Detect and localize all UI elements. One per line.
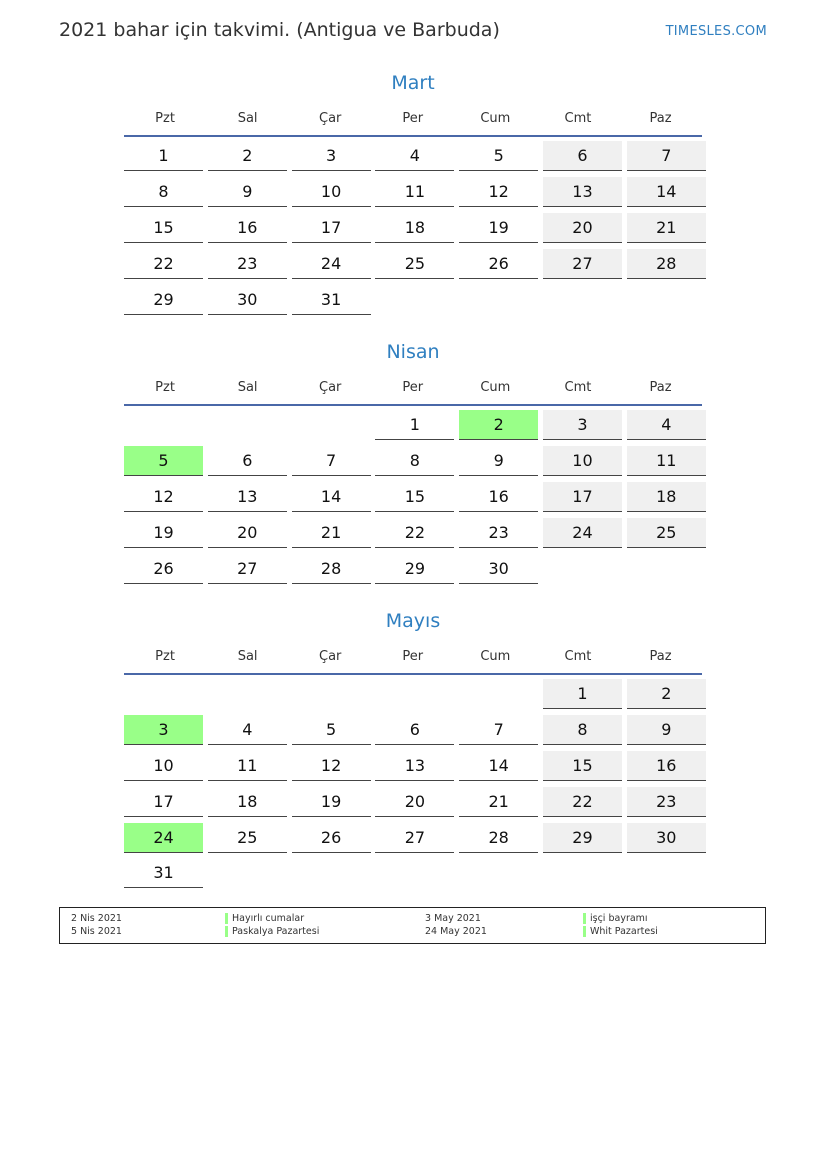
day-cell[interactable]: 19 xyxy=(292,787,371,817)
day-cell[interactable]: 24 xyxy=(292,249,371,279)
holiday-color-swatch xyxy=(583,926,586,937)
day-cell[interactable]: 1 xyxy=(375,410,454,440)
day-cell[interactable]: 25 xyxy=(208,823,287,853)
holiday-legend xyxy=(59,907,766,944)
day-cell[interactable]: 21 xyxy=(292,518,371,548)
day-cell[interactable]: 28 xyxy=(459,823,538,853)
empty-day-cell xyxy=(208,858,287,888)
empty-day-cell xyxy=(375,858,454,888)
month-title: Mayıs xyxy=(385,610,441,632)
day-cell[interactable]: 27 xyxy=(543,249,622,279)
day-cell[interactable]: 18 xyxy=(375,213,454,243)
brand-link[interactable]: TIMESLES.COM xyxy=(665,24,767,39)
day-grid xyxy=(124,410,702,584)
weekday-header-row xyxy=(124,639,702,675)
day-cell[interactable]: 25 xyxy=(375,249,454,279)
day-cell[interactable]: 8 xyxy=(543,715,622,745)
weekday-label: Cmt xyxy=(564,379,592,395)
day-cell[interactable]: 16 xyxy=(627,751,706,781)
day-cell[interactable]: 13 xyxy=(375,751,454,781)
holiday-color-swatch xyxy=(225,926,228,937)
day-cell[interactable]: 8 xyxy=(124,177,203,207)
empty-day-cell xyxy=(375,679,454,709)
weekday-label: Çar xyxy=(319,379,342,395)
day-cell[interactable]: 27 xyxy=(208,554,287,584)
day-cell[interactable]: 20 xyxy=(375,787,454,817)
day-cell[interactable]: 24 xyxy=(543,518,622,548)
weekday-label: Cum xyxy=(480,110,511,126)
day-cell[interactable]: 9 xyxy=(627,715,706,745)
day-cell[interactable]: 30 xyxy=(208,285,287,315)
day-cell[interactable]: 26 xyxy=(292,823,371,853)
day-cell[interactable]: 1 xyxy=(543,679,622,709)
weekday-label: Çar xyxy=(319,648,342,664)
day-cell[interactable]: 29 xyxy=(375,554,454,584)
empty-day-cell xyxy=(208,679,287,709)
day-cell[interactable]: 28 xyxy=(292,554,371,584)
weekday-label: Per xyxy=(402,648,424,664)
weekday-label: Pzt xyxy=(155,110,175,126)
day-cell[interactable]: 2 xyxy=(627,679,706,709)
weekday-label: Cmt xyxy=(564,110,592,126)
legend-holiday-name: Paskalya Pazartesi xyxy=(232,926,320,937)
day-cell[interactable]: 10 xyxy=(124,751,203,781)
day-cell[interactable]: 7 xyxy=(627,141,706,171)
month-title: Nisan xyxy=(386,341,440,363)
day-cell[interactable]: 30 xyxy=(459,554,538,584)
month-block xyxy=(124,338,702,584)
legend-holiday-name: işçi bayramı xyxy=(590,913,648,924)
day-cell[interactable]: 18 xyxy=(208,787,287,817)
day-cell[interactable]: 4 xyxy=(208,715,287,745)
empty-day-cell xyxy=(543,858,622,888)
weekday-label: Çar xyxy=(319,110,342,126)
day-cell[interactable]: 6 xyxy=(208,446,287,476)
legend-date: 24 May 2021 xyxy=(425,926,487,937)
day-cell[interactable]: 6 xyxy=(543,141,622,171)
day-cell[interactable]: 20 xyxy=(208,518,287,548)
legend-date: 2 Nis 2021 xyxy=(71,913,122,924)
day-cell[interactable]: 15 xyxy=(543,751,622,781)
legend-holiday xyxy=(583,926,658,938)
empty-day-cell xyxy=(292,679,371,709)
empty-day-cell xyxy=(124,679,203,709)
weekday-label: Paz xyxy=(649,110,672,126)
day-cell[interactable]: 31 xyxy=(292,285,371,315)
empty-day-cell xyxy=(543,285,622,315)
legend-holiday xyxy=(225,926,319,938)
weekday-label: Per xyxy=(402,379,424,395)
day-cell[interactable]: 19 xyxy=(459,213,538,243)
day-cell[interactable]: 1 xyxy=(124,141,203,171)
day-cell[interactable]: 11 xyxy=(208,751,287,781)
day-cell[interactable]: 11 xyxy=(375,177,454,207)
day-cell[interactable]: 20 xyxy=(543,213,622,243)
day-cell[interactable]: 21 xyxy=(459,787,538,817)
day-cell[interactable]: 21 xyxy=(627,213,706,243)
day-cell[interactable]: 10 xyxy=(543,446,622,476)
day-cell[interactable]: 2 xyxy=(208,141,287,171)
empty-day-cell xyxy=(375,285,454,315)
weekday-header-row xyxy=(124,370,702,406)
day-cell[interactable]: 6 xyxy=(375,715,454,745)
day-cell[interactable]: 4 xyxy=(627,410,706,440)
day-cell[interactable]: 9 xyxy=(459,446,538,476)
empty-day-cell xyxy=(627,554,706,584)
day-cell[interactable]: 15 xyxy=(375,482,454,512)
day-cell[interactable]: 22 xyxy=(543,787,622,817)
day-cell[interactable]: 9 xyxy=(208,177,287,207)
weekday-label: Per xyxy=(402,110,424,126)
day-cell[interactable]: 3 xyxy=(292,141,371,171)
empty-day-cell xyxy=(627,285,706,315)
day-grid xyxy=(124,679,702,888)
weekday-label: Paz xyxy=(649,648,672,664)
day-cell[interactable]: 16 xyxy=(208,213,287,243)
day-cell[interactable]: 7 xyxy=(292,446,371,476)
day-cell[interactable]: 5 xyxy=(292,715,371,745)
empty-day-cell xyxy=(543,554,622,584)
weekday-label: Sal xyxy=(237,110,258,126)
empty-day-cell xyxy=(627,858,706,888)
day-cell[interactable]: 23 xyxy=(627,787,706,817)
holiday-color-swatch xyxy=(583,913,586,924)
day-cell[interactable]: 5 xyxy=(459,141,538,171)
day-cell[interactable]: 13 xyxy=(543,177,622,207)
legend-holiday-name: Whit Pazartesi xyxy=(590,926,658,937)
page-title: 2021 bahar için takvimi. (Antigua ve Barbuda) xyxy=(59,19,500,41)
empty-day-cell xyxy=(459,679,538,709)
weekday-label: Sal xyxy=(237,648,258,664)
day-cell[interactable]: 27 xyxy=(375,823,454,853)
day-cell[interactable]: 28 xyxy=(627,249,706,279)
day-cell[interactable]: 17 xyxy=(124,787,203,817)
day-cell[interactable]: 23 xyxy=(208,249,287,279)
holiday-day-cell[interactable]: 24 xyxy=(124,823,203,853)
day-cell[interactable]: 17 xyxy=(543,482,622,512)
weekday-label: Pzt xyxy=(155,379,175,395)
weekday-label: Cum xyxy=(480,379,511,395)
day-cell[interactable]: 11 xyxy=(627,446,706,476)
day-cell[interactable]: 16 xyxy=(459,482,538,512)
day-cell[interactable]: 14 xyxy=(627,177,706,207)
day-cell[interactable]: 29 xyxy=(543,823,622,853)
month-block xyxy=(124,69,702,315)
day-cell[interactable]: 26 xyxy=(459,249,538,279)
month-title: Mart xyxy=(391,72,435,94)
day-cell[interactable]: 22 xyxy=(124,249,203,279)
day-cell[interactable]: 18 xyxy=(627,482,706,512)
month-block xyxy=(124,607,702,888)
day-cell[interactable]: 29 xyxy=(124,285,203,315)
day-cell[interactable]: 10 xyxy=(292,177,371,207)
weekday-label: Cum xyxy=(480,648,511,664)
weekday-label: Pzt xyxy=(155,648,175,664)
day-cell[interactable]: 17 xyxy=(292,213,371,243)
day-cell[interactable]: 19 xyxy=(124,518,203,548)
weekday-header-row xyxy=(124,101,702,137)
empty-day-cell xyxy=(208,410,287,440)
holiday-color-swatch xyxy=(225,913,228,924)
empty-day-cell xyxy=(459,285,538,315)
day-cell[interactable]: 7 xyxy=(459,715,538,745)
day-cell[interactable]: 25 xyxy=(627,518,706,548)
day-cell[interactable]: 3 xyxy=(543,410,622,440)
empty-day-cell xyxy=(292,858,371,888)
weekday-label: Paz xyxy=(649,379,672,395)
holiday-day-cell[interactable]: 2 xyxy=(459,410,538,440)
day-cell[interactable]: 23 xyxy=(459,518,538,548)
holiday-day-cell[interactable]: 3 xyxy=(124,715,203,745)
day-cell[interactable]: 26 xyxy=(124,554,203,584)
legend-holiday-name: Hayırlı cumalar xyxy=(232,913,305,924)
day-cell[interactable]: 22 xyxy=(375,518,454,548)
legend-holiday xyxy=(225,913,304,925)
day-grid xyxy=(124,141,702,315)
day-cell[interactable]: 30 xyxy=(627,823,706,853)
legend-holiday xyxy=(583,913,648,925)
day-cell[interactable]: 14 xyxy=(459,751,538,781)
day-cell[interactable]: 4 xyxy=(375,141,454,171)
empty-day-cell xyxy=(459,858,538,888)
legend-date: 5 Nis 2021 xyxy=(71,926,122,937)
day-cell[interactable]: 12 xyxy=(124,482,203,512)
weekday-label: Cmt xyxy=(564,648,592,664)
day-cell[interactable]: 12 xyxy=(459,177,538,207)
holiday-day-cell[interactable]: 5 xyxy=(124,446,203,476)
weekday-label: Sal xyxy=(237,379,258,395)
day-cell[interactable]: 31 xyxy=(124,858,203,888)
empty-day-cell xyxy=(124,410,203,440)
day-cell[interactable]: 13 xyxy=(208,482,287,512)
legend-date: 3 May 2021 xyxy=(425,913,481,924)
day-cell[interactable]: 15 xyxy=(124,213,203,243)
day-cell[interactable]: 8 xyxy=(375,446,454,476)
empty-day-cell xyxy=(292,410,371,440)
day-cell[interactable]: 12 xyxy=(292,751,371,781)
day-cell[interactable]: 14 xyxy=(292,482,371,512)
